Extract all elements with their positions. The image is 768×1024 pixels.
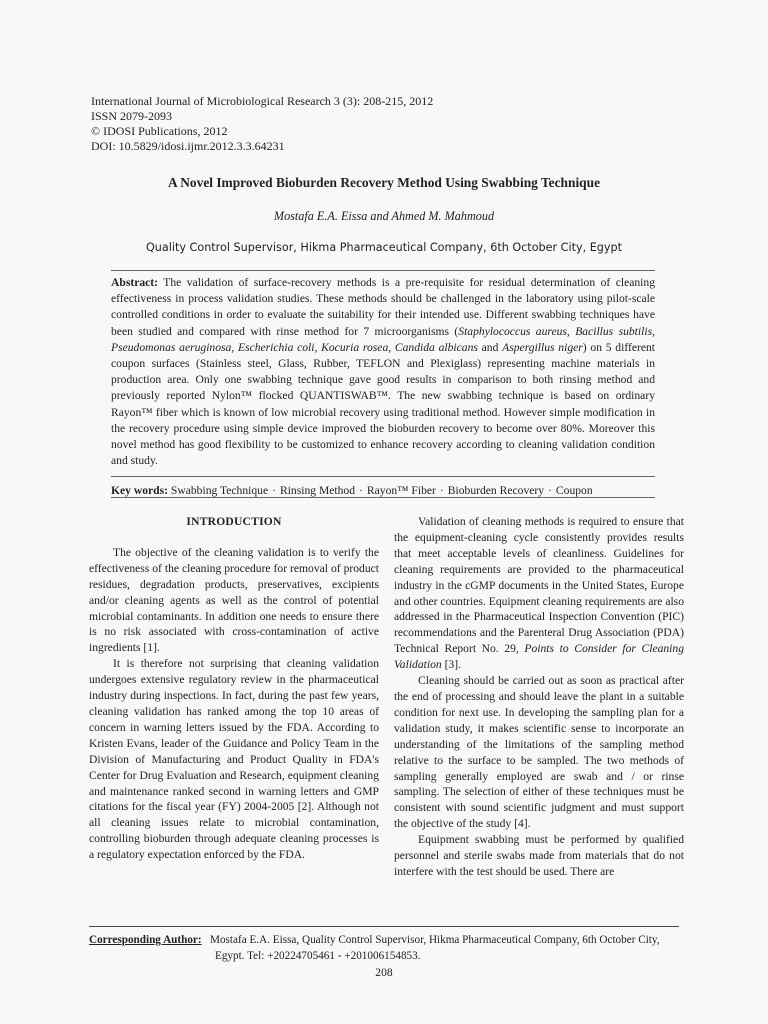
- section-heading: INTRODUCTION: [186, 515, 282, 528]
- keywords-label: Key words:: [111, 484, 168, 497]
- copyright: © IDOSI Publications, 2012: [91, 124, 228, 138]
- journal-header: [91, 94, 433, 154]
- abstract-bottom-rule: [111, 476, 655, 477]
- authors: Mostafa E.A. Eissa and Ahmed M. Mahmoud: [273, 209, 495, 223]
- abstract-top-rule: [111, 270, 655, 271]
- keyword-separator: ·: [439, 484, 444, 497]
- left-column: [89, 514, 379, 863]
- cited-title: Points to Consider for Cleaning Validation: [394, 642, 684, 672]
- paper-title: A Novel Improved Bioburden Recovery Method Using Swabbing Technique: [167, 175, 601, 190]
- abstract-and: and: [477, 340, 503, 354]
- journal-citation: International Journal of Microbiological Research 3 (3): 208-215, 2012: [91, 94, 434, 108]
- footnote-line-1: Mostafa E.A. Eissa, Quality Control Supervisor, Hikma Pharmaceutical Company, 6th October City,: [210, 934, 660, 946]
- keyword: Coupon: [555, 484, 593, 497]
- paragraph-text: [3].: [441, 658, 461, 672]
- doi: DOI: 10.5829/idosi.ijmr.2012.3.3.64231: [91, 139, 285, 153]
- keywords-bottom-rule: [111, 497, 655, 498]
- keywords: [111, 483, 655, 498]
- right-column: [394, 514, 684, 880]
- affiliation: Quality Control Supervisor, Hikma Pharmaceutical Company, 6th October City, Egypt: [146, 241, 622, 254]
- paragraph: Equipment swabbing must be performed by qualified personnel and sterile swabs made from materials that do not interfere with the test should be used. There are: [394, 833, 684, 878]
- page-number: 208: [375, 966, 393, 979]
- keyword-separator: ·: [359, 484, 363, 497]
- abstract-organisms: Staphylococcus aureus, Bacillus subtilis, Pseudomonas aeruginosa, Escherichia coli, Kocuria rosea, Candida albicans: [111, 324, 655, 354]
- paragraph: The objective of the cleaning validation is to verify the effectiveness of the cleaning procedure for removal of product residues, degradation products, preservatives, excipients and/or cleaning agents as well as the control of potential microbial contaminants. In addition one needs to ensure there is no risk associated with cross-contamination of active ingredients [1].: [89, 545, 379, 655]
- paragraph: It is therefore not surprising that cleaning validation undergoes extensive regulatory review in the pharmaceutical industry during inspections. In fact, during the past few years, cleaning validation has ranked among the top 10 areas of concern in warning letters issued by the FDA. According to Kristen Evans, leader of the Guidance and Policy Team in the Division of Manufacturing and Product Quality in FDA's Center for Drug Evaluation and Research, equipment cleaning and maintenance ranked second in warning letters and GMP citations for the fiscal year (FY) 2004-2005 [2]. Although not all cleaning issues relate to microbial contamination, controlling bioburden through adequate cleaning processes is a regulatory expectation enforced by the FDA.: [89, 657, 379, 862]
- keyword: Rayon™ Fiber: [366, 484, 436, 497]
- paragraph: [394, 514, 684, 673]
- keyword: Swabbing Technique: [170, 484, 269, 497]
- footnote-line-2: Egypt. Tel: +20224705461 - +201006154853.: [215, 949, 421, 962]
- paragraph-text: Validation of cleaning methods is required to ensure that the equipment-cleaning cycle consistently provides results that meet acceptable levels of cleanliness. Guidelines for cleaning requirements are provided to the pharmaceutical industry in the cGMP documents in the United States, Europe and other countries. Equipment cleaning requirements are also addressed in the Pharmaceutical Inspection Convention (PIC) recommendations and the Parenteral Drug Association (PDA) Technical Report No. 29,: [394, 515, 684, 656]
- footnote-label: Corresponding Author:: [89, 934, 202, 946]
- abstract-text-1: The validation of surface-recovery methods is a pre-requisite for residual determination of cleaning effectiveness in process validation studies. These methods should be challenged in the laboratory using pilot-scale controlled conditions in order to evaluate the suitability for their intended use. Different swabbing techniques have been studied and compared with rinse method for 7 microorganisms (: [111, 276, 655, 338]
- issn: ISSN 2079-2093: [91, 109, 173, 123]
- keyword-separator: ·: [272, 484, 276, 497]
- keyword: Rinsing Method: [279, 484, 356, 497]
- paragraph: Cleaning should be carried out as soon as practical after the end of processing and should leave the plant in a suitable condition for next use. In developing the sampling plan for a validation study, it makes scientific sense to incorporate an understanding of the limitations of the sampling method relative to the surface to be sampled. The two methods of sampling generally employed are swab and / or rinse sampling. The selection of either of these techniques must be consistent with sound scientific judgment and must support the objective of the study [4].: [394, 674, 684, 831]
- abstract-organism-last: Aspergillus niger: [502, 340, 583, 354]
- footnote-rule: [89, 926, 679, 927]
- abstract-label: Abstract:: [111, 276, 159, 289]
- keyword-separator: ·: [548, 484, 552, 497]
- corresponding-author-note: [89, 933, 689, 964]
- abstract-text-2: ) on 5 different coupon surfaces (Stainless steel, Glass, Rubber, TEFLON and Plexiglass) representing machine materials in production area. Only one swabbing technique gave good results in comparison to both rinsing method and previously reported Nylon™ flocked QUANTISWAB™. The new swabbing technique is based on ordinary Rayon™ fiber which is known of low microbial recovery using traditional method. However simple modification in the recovery procedure using simple device improved the bioburden recovery to become over 80%. Moreover this novel method has good flexibility to be customized to enhance recovery according to cleaning validation condition and study.: [111, 340, 655, 468]
- keyword: Bioburden Recovery: [447, 484, 545, 497]
- abstract: [111, 275, 655, 469]
